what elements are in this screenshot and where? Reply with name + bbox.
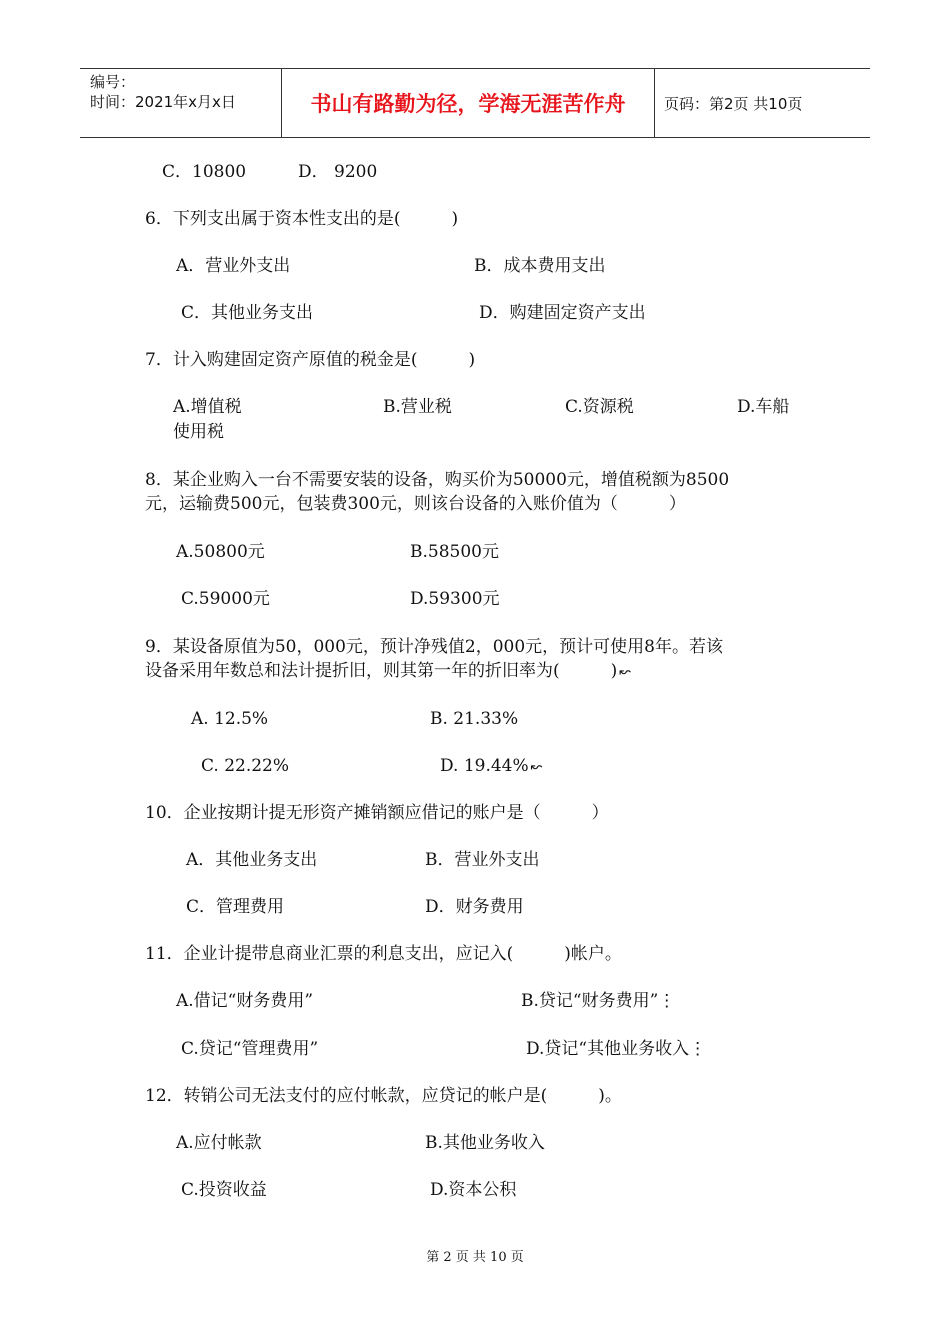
q6-option-d: D．购建固定资产支出	[479, 303, 646, 323]
q5-option-d: D． 9200	[298, 162, 378, 182]
q9-option-d-row	[440, 754, 542, 779]
q9-stem-line1: 9．某设备原值为50，000元，预计净残值2，000元，预计可使用8年。若该	[145, 637, 723, 657]
q12-stem: 12．转销公司无法支付的应付帐款，应贷记的帐户是( )。	[145, 1086, 622, 1106]
q8-option-a: A.50800元	[176, 542, 265, 562]
q9-option-d: D. 19.44%	[440, 756, 529, 776]
q7-option-d: D.车船	[737, 397, 790, 417]
header-meta	[80, 69, 280, 137]
page-footer: 第 2 页 共 10 页	[426, 1250, 524, 1265]
q7-option-b: B.营业税	[383, 397, 452, 417]
q12-option-c: C.投资收益	[181, 1180, 267, 1200]
q10-option-d: D．财务费用	[425, 897, 524, 917]
q11-option-b: B.贷记“财务费用”⋮	[521, 991, 676, 1011]
q7-stem: 7．计入购建固定资产原值的税金是( )	[145, 350, 476, 370]
q11-option-c: C.贷记“管理费用”	[181, 1039, 319, 1059]
q6-option-a: A．营业外支出	[176, 256, 291, 276]
q10-option-b: B．营业外支出	[425, 850, 540, 870]
q10-stem: 10．企业按期计提无形资产摊销额应借记的账户是（ ）	[145, 803, 609, 823]
q9-stem-line2: 设备采用年数总和法计提折旧，则其第一年的折旧率为( )	[145, 661, 618, 681]
q6-option-b: B．成本费用支出	[474, 256, 606, 276]
header-motto: 书山有路勤为径，学海无涯苦作舟	[281, 69, 655, 137]
header-page-info: 页码：第2页 共10页	[664, 94, 803, 113]
q7-option-c: C.资源税	[565, 397, 634, 417]
q10-option-c: C．管理费用	[186, 897, 285, 917]
q9-option-c: C. 22.22%	[201, 756, 290, 776]
q9-option-b: B. 21.33%	[430, 709, 519, 729]
q8-option-b: B.58500元	[410, 542, 499, 562]
time-label: 时间：2021年x月x日	[90, 93, 236, 111]
q9-stem-line2-row	[145, 659, 631, 684]
q6-option-c: C．其他业务支出	[181, 303, 314, 323]
q11-option-a: A.借记“财务费用”	[176, 991, 314, 1011]
q12-option-d: D.资本公积	[430, 1180, 517, 1200]
wave-mark-icon: ↜	[530, 759, 543, 775]
q9-option-a: A. 12.5%	[191, 709, 269, 729]
q8-option-c: C.59000元	[181, 589, 270, 609]
page-header	[80, 68, 870, 138]
q12-option-b: B.其他业务收入	[425, 1133, 545, 1153]
q11-option-d: D.贷记“其他业务收入⋮	[526, 1039, 707, 1059]
q7-option-d-continued: 使用税	[173, 422, 224, 442]
q5-option-c: C．10800	[162, 162, 247, 182]
q10-option-a: A．其他业务支出	[186, 850, 318, 870]
q11-stem: 11．企业计提带息商业汇票的利息支出，应记入( )帐户。	[145, 944, 622, 964]
q8-stem-line1: 8．某企业购入一台不需要安装的设备，购买价为50000元，增值税额为8500	[145, 470, 730, 490]
q8-stem-line2: 元，运输费500元，包装费300元，则该台设备的入账价值为（ ）	[145, 494, 686, 514]
q12-option-a: A.应付帐款	[176, 1133, 262, 1153]
q8-option-d: D.59300元	[410, 589, 500, 609]
wave-mark-icon: ↜	[619, 664, 631, 680]
q7-option-a: A.增值税	[173, 397, 242, 417]
q6-stem: 6．下列支出属于资本性支出的是( )	[145, 209, 459, 229]
number-label: 编号：	[90, 73, 136, 91]
